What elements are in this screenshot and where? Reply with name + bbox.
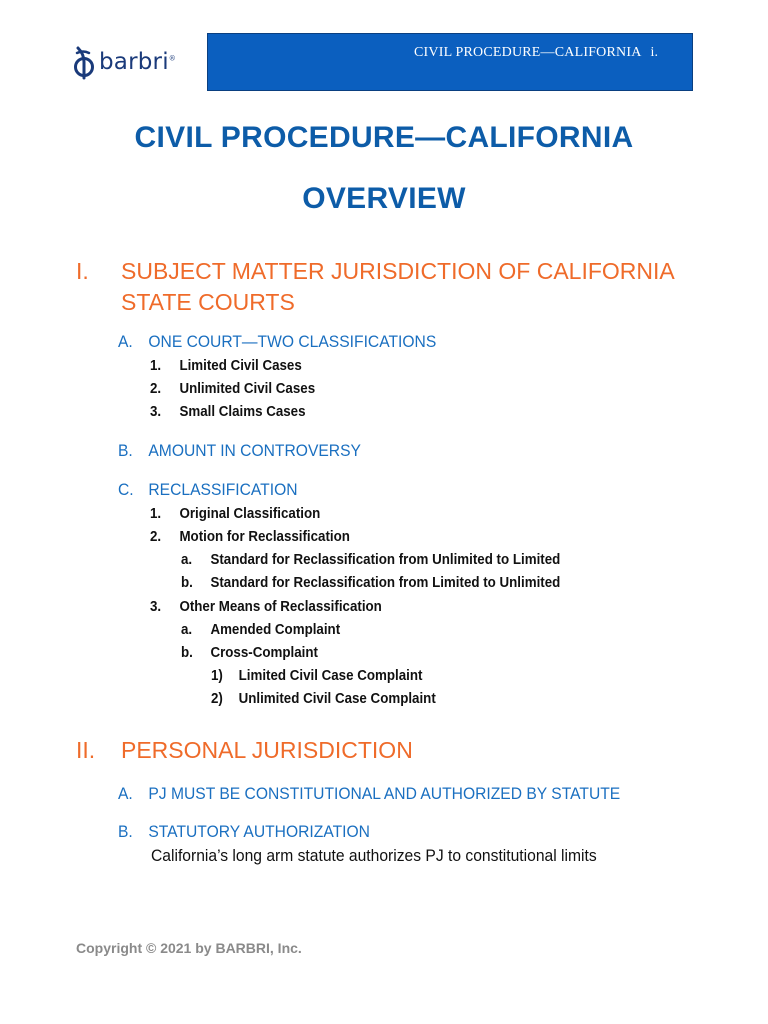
barbri-logo bbox=[72, 44, 176, 80]
barbri-logo-icon bbox=[72, 44, 96, 80]
section-number: II. bbox=[76, 737, 96, 763]
page-number: i. bbox=[650, 45, 659, 60]
running-header-title: CIVIL PROCEDURE—CALIFORNIA bbox=[414, 45, 641, 60]
subsection-body-text: California’s long arm statute authorizes PJ to constitutional limits bbox=[151, 846, 597, 865]
document-title: CIVIL PROCEDURE—CALIFORNIA bbox=[134, 121, 634, 154]
section-title: SUBJECT MATTER JURISDICTION OF CALIFORNIA STATE COURTS bbox=[121, 258, 675, 315]
copyright-footer: Copyright © 2021 by BARBRI, Inc. bbox=[76, 940, 302, 956]
section-number: I. bbox=[76, 258, 89, 284]
running-header-bar bbox=[207, 33, 693, 91]
document-subtitle: OVERVIEW bbox=[302, 182, 466, 215]
section-title: PERSONAL JURISDICTION bbox=[121, 737, 413, 763]
logo-wordmark: barbri® bbox=[99, 49, 176, 75]
running-header-text bbox=[414, 45, 658, 61]
